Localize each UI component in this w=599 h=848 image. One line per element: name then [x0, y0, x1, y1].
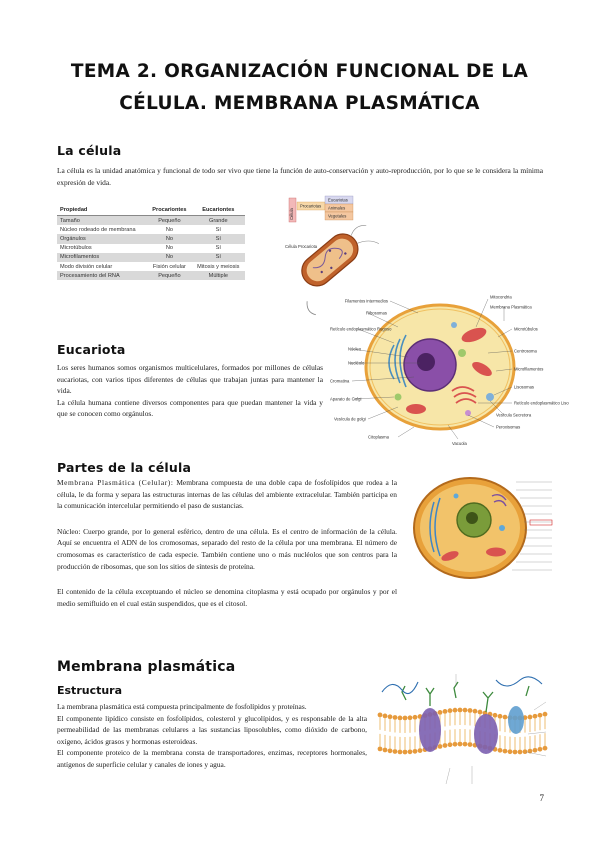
cell-label-right: Mitocondria [490, 294, 512, 300]
page-title: TEMA 2. ORGANIZACIÓN FUNCIONAL DE LA CÉLULA. MEMBRANA PLASMÁTICA [70, 61, 529, 114]
table-header: Procariontes [147, 205, 191, 216]
page-number: 7 [539, 793, 544, 803]
celula-paragraph: La célula es la unidad anatómica y funcional de todo ser vivo que tiene la función de auto-conservación y auto-reproducción, por lo que se le considera la mínima expresión de vida. [57, 166, 543, 187]
diagram-label-eucariotas: Eucariotas [328, 197, 348, 203]
table-row [57, 253, 245, 262]
cell-label-left: Ribosomas [366, 310, 387, 316]
nucleo-term: Núcleo: [57, 526, 81, 536]
table-header: Eucariontes [192, 205, 245, 216]
table-cell: Sí [192, 234, 245, 243]
section-heading-membrana: Membrana plasmática [57, 659, 236, 675]
section-heading-eucariota: Eucariota [57, 342, 126, 357]
cell-label-right: Retículo endoplasmático Liso [514, 400, 569, 406]
cell-label-left: Núcleo [348, 346, 362, 352]
diagram-caption: Célula Procariota [285, 244, 318, 249]
cell-label-left: Aparato de Golgi [330, 396, 362, 402]
table-cell: Núcleo rodeado de membrana [60, 226, 136, 233]
cell-label-right: Membrana Plasmática [490, 304, 532, 310]
table-cell: Sí [215, 245, 221, 252]
cell-label-right: Microtúbulos [514, 326, 538, 332]
diagram-label-animales: Animales [328, 205, 346, 211]
cell-label-vacuola: Vacuola [452, 441, 467, 446]
cell-label-right: Microfilamentos [514, 366, 544, 372]
table-cell: No [165, 226, 173, 233]
nucleo-paragraph [57, 526, 397, 572]
nucleo-definition: Cuerpo grande, por lo general esférico, dentro de una célula. Es el centro de información de la célula. Aquí se encuentra el ADN de los cromosomas, separado del resto de la célula por una membrana. El número de cromosomas es característico de cada especie. También contiene uno o más nucléolos que son centros para la producción de ribosomas, que son los sitios de síntesis de proteína. [57, 526, 397, 571]
cell-label-left: Nucléolo [348, 360, 365, 366]
cell-label-left: Retículo endoplasmático Rugoso [330, 326, 392, 332]
cell-label-right: Peroxisomas [496, 424, 521, 430]
animal-cell-diagram [328, 287, 569, 446]
membrana-paragraph [57, 477, 397, 512]
membrana-term: Membrana Plasmática (Celular): [57, 478, 174, 487]
diagram-label-celula: Célula [289, 208, 294, 220]
eucariota-paragraph-1: Los seres humanos somos organismos multicelulares, formados por millones de células eucariotas, con varios tipos diferentes de células que trabajan juntas para mantener la vida. [57, 363, 323, 396]
table-cell: Sí [192, 253, 245, 262]
cell-label-left: Citoplasma [368, 434, 389, 440]
membrana-text [57, 701, 367, 771]
citoplasma-paragraph: El contenido de la célula exceptuando el núcleo se denomina citoplasma y está ocupado por orgánulos y por el medio semifluido en el cual están suspendidos, que es el citosol. [57, 587, 397, 608]
prokaryote-diagram [277, 190, 379, 302]
diagram-label-procariotas: Procariotas [300, 203, 322, 209]
membrana-paragraph-2: El componente lipídico consiste en fosfolípidos, colesterol y glucolípidos, y es responsable de la alta permeabilidad de las membranas celulares a las sustancias liposolubles, como dióxido de carbono, oxígeno, ácidos grasos y hormonas esteroideas. [57, 713, 367, 746]
table-cell: Modo división celular [60, 263, 113, 270]
table-cell: Microtúbulos [60, 245, 92, 252]
table-cell: Orgánulos [57, 234, 147, 243]
table-cell: Pequeño [147, 216, 191, 226]
table-row [57, 244, 245, 253]
table-row [57, 271, 245, 280]
table-row [57, 225, 245, 234]
table-cell: No [147, 253, 191, 262]
membrana-paragraph-3: El componente proteico de la membrana consta de transportadores, enzimas, receptores hormonales, antígenos de superficie celular y canales de iones y agua. [57, 748, 367, 769]
cell-label-right: Centrosoma [514, 348, 537, 354]
table-row [57, 216, 245, 226]
table-cell: Mitosis y meiosis [197, 263, 240, 270]
membrana-definition: Membrana compuesta de una doble capa de fosfolípidos que rodea a la célula, le da forma y separa las estructuras internas de las células del ambiente extracelular. También participa en la comunicación intercelular permitiendo el paso de sustancias. [57, 478, 397, 511]
table-cell: Fisión celular [152, 263, 186, 270]
table-cell: Grande [192, 216, 245, 226]
comparison-table [57, 205, 245, 280]
table-header: Propiedad [57, 205, 147, 216]
membrana-paragraph-1: La membrana plasmática está compuesta principalmente de fosfolípidos y proteínas. [57, 702, 307, 711]
diagram-label-vegetales: Vegetales [328, 213, 347, 219]
table-cell: No [147, 234, 191, 243]
eucariota-paragraph-2: La célula humana contiene diversos componentes para que puedan mantener la vida y que se conocen como orgánulos. [57, 397, 323, 419]
cell-label-left: Filamentos intermedios [344, 298, 388, 304]
table-cell: Pequeño [147, 271, 191, 280]
cell-label-left: Vesícula de golgi [334, 416, 366, 422]
section-heading-partes: Partes de la célula [57, 460, 192, 475]
table-cell: No [165, 245, 173, 252]
cell-label-right: Lisosomas [514, 384, 535, 390]
eucariota-text [57, 362, 323, 420]
cell-cross-section-diagram [404, 468, 554, 586]
partes-text [57, 477, 397, 609]
table-cell: Microfilamentos [57, 253, 147, 262]
table-cell: Sí [215, 226, 221, 233]
table-cell: Procesamiento del RNA [57, 271, 147, 280]
membrane-bilayer-diagram [376, 672, 552, 790]
table-cell: Tamaño [57, 216, 147, 226]
cell-label-left: Cromatina [330, 378, 350, 384]
table-cell: Múltiple [192, 271, 245, 280]
table-row [57, 234, 245, 243]
table-row [57, 262, 245, 271]
section-heading-celula: La célula [57, 143, 122, 158]
cell-label-right: Vesícula Secretora [496, 412, 532, 418]
subheading-estructura: Estructura [57, 684, 123, 697]
